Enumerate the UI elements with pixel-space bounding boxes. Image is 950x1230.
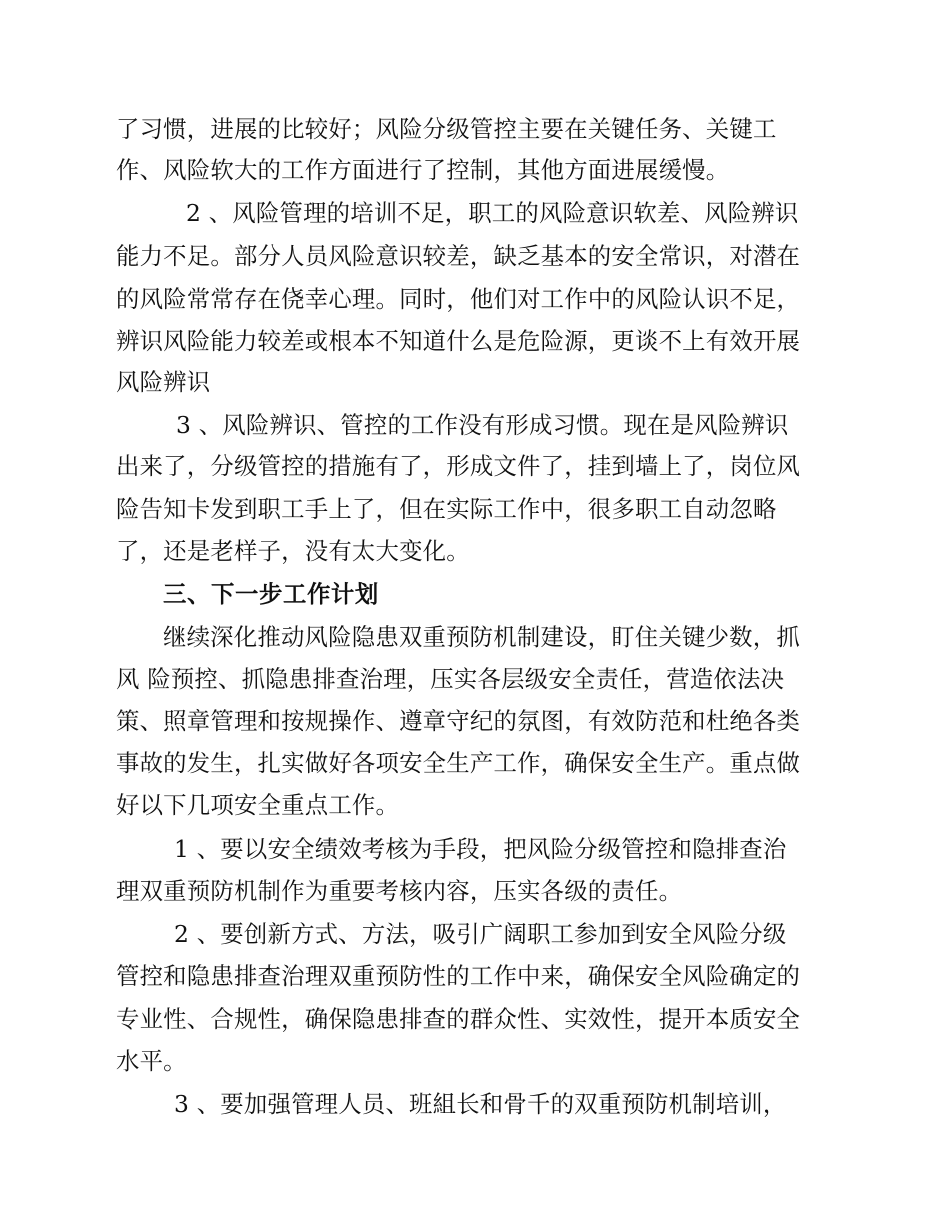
text-line: 1 、要以安全绩效考核为手段，把风险分级管控和隐排查治 <box>174 835 787 863</box>
text-line: 2 、风险管理的培训不足，职工的风险意识软差、风险辨识 <box>186 199 799 227</box>
text-line: 专业性、合规性，确保隐患排查的群众性、实效性，提开本质安全 <box>116 1005 801 1033</box>
text-line: 事故的发生，扎实做好各项安全生产工作，确保安全生产。重点做 <box>116 749 801 777</box>
text-line: 辨识风险能力较差或根本不知道什么是危险源，更谈不上有效开展 <box>116 327 801 355</box>
text-line: 3 、要加强管理人员、班組长和骨千的双重预防机制培训， <box>174 1090 787 1118</box>
text-line: 了习惯，进展的比较好；风险分级管控主要在关键任务、关键工 <box>116 115 777 143</box>
text-line: 水平。 <box>116 1047 187 1075</box>
text-line: 能力不足。部分人员风险意识较差，缺乏基本的安全常识，对潜在 <box>116 242 801 270</box>
text-line: 3 、风险辨识、管控的工作没有形成习惯。现在是风险辨识 <box>176 411 789 439</box>
text-line: 管控和隐患排查治理双重预防性的工作中来，确保安全风险确定的 <box>116 962 801 990</box>
text-line: 了，还是老样子，没有太大变化。 <box>116 537 470 565</box>
text-line: 出来了，分级管控的措施有了，形成文件了，挂到墙上了，岗位风 <box>116 452 801 480</box>
text-line: 风 险预控、抓隐患排查治理，压实各层级安全责任，营造依法决 <box>116 665 785 693</box>
text-line: 策、照章管理和按规操作、遵章守纪的氛图，有效防范和杜绝各类 <box>116 707 801 735</box>
text-line: 险告知卡发到职工手上了，但在实际工作中，很多职工自动忽略 <box>116 495 777 523</box>
text-line: 作、风险软大的工作方面进行了控制，其他方面进展缓慢。 <box>116 156 730 184</box>
text-line: 风险辨识 <box>116 368 211 396</box>
text-line: 的风险常常存在侥幸心理。同时，他们对工作中的风险认识不足， <box>116 285 801 313</box>
text-line: 继续深化推动风险隐患双重预防机制建设，盯住关键少数，抓 <box>163 623 800 651</box>
text-line: 2 、要创新方式、方法，吸引广阔职工参加到安全风险分级 <box>174 920 787 948</box>
text-line: 好以下几项安全重点工作。 <box>116 791 400 819</box>
text-line: 理双重预防机制作为重要考核内容，压实各级的责任。 <box>116 877 683 905</box>
section-heading: 三、下一步工作计划 <box>163 580 379 608</box>
